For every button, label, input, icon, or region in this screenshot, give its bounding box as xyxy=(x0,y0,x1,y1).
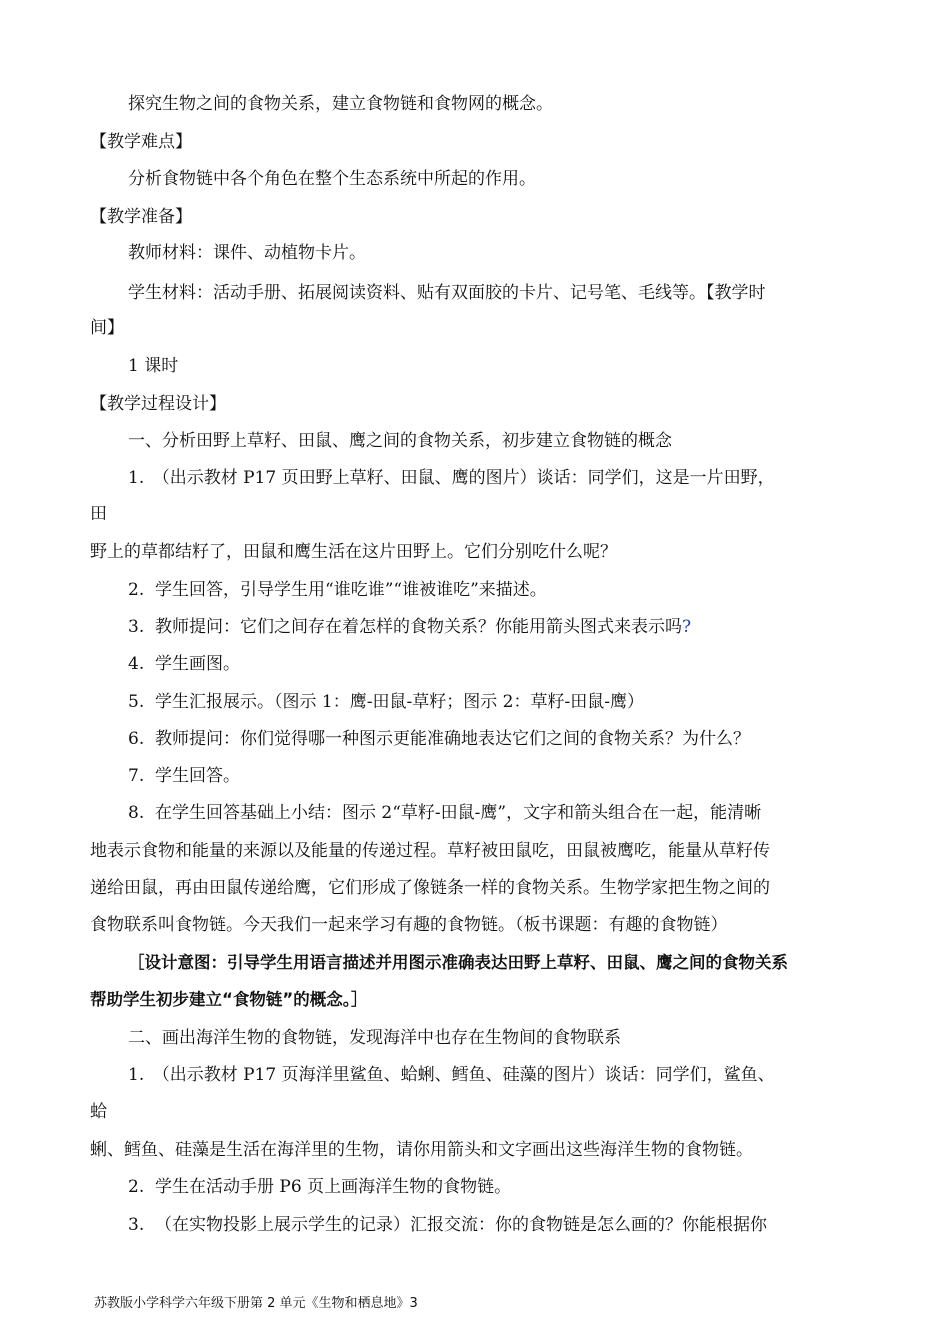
heading-process: 【教学过程设计】 xyxy=(90,394,226,414)
student-materials-cont: 间】 xyxy=(90,318,124,338)
section-1-step-8-cont: 地表示食物和能量的来源以及能量的传递过程。草籽被田鼠吃，田鼠被鹰吃，能量从草籽传 xyxy=(90,841,770,861)
section-1-step-2: 2. 学生回答，引导学生用“谁吃谁”“谁被谁吃”来描述。 xyxy=(128,580,547,600)
question-mark: ? xyxy=(682,617,692,637)
page-footer: 苏教版小学科学六年级下册第 2 单元《生物和栖息地》3 xyxy=(94,1296,418,1311)
section-2-step-1-cont2: 蜊、鳕鱼、硅藻是生活在海洋里的生物，请你用箭头和文字画出这些海洋生物的食物链。 xyxy=(90,1140,753,1160)
section-1-step-3-text: 3. 教师提问：它们之间存在着怎样的食物关系？你能用箭头图式来表示吗 xyxy=(128,617,683,637)
heading-preparation: 【教学准备】 xyxy=(90,207,192,227)
section-2-step-1-cont: 蛤 xyxy=(90,1102,107,1122)
section-1-step-8: 8. 在学生回答基础上小结：图示 2“草籽-田鼠-鹰”，文字和箭头组合在一起，能清晰 xyxy=(128,803,762,823)
heading-difficulty: 【教学难点】 xyxy=(90,132,192,152)
section-2-title: 二、画出海洋生物的食物链，发现海洋中也存在生物间的食物联系 xyxy=(128,1028,621,1048)
difficulty-text: 分析食物链中各个角色在整个生态系统中所起的作用。 xyxy=(128,169,536,189)
section-1-step-8-cont2: 递给田鼠，再由田鼠传递给鹰，它们形成了像链条一样的食物关系。生物学家把生物之间的 xyxy=(90,878,770,898)
objective-text: 探究生物之间的食物关系，建立食物链和食物网的概念。 xyxy=(128,94,553,114)
section-2-step-2: 2. 学生在活动手册 P6 页上画海洋生物的食物链。 xyxy=(128,1177,512,1197)
section-1-title: 一、分析田野上草籽、田鼠、鹰之间的食物关系，初步建立食物链的概念 xyxy=(128,431,672,451)
section-1-step-1-cont: 田 xyxy=(90,504,107,524)
section-2-step-3: 3. （在实物投影上展示学生的记录）汇报交流：你的食物链是怎么画的？你能根据你 xyxy=(128,1215,768,1235)
section-1-step-1-cont2: 野上的草都结籽了，田鼠和鹰生活在这片田野上。它们分别吃什么呢？ xyxy=(90,542,617,562)
section-1-step-4: 4. 学生画图。 xyxy=(128,654,241,674)
section-1-step-6: 6. 教师提问：你们觉得哪一种图示更能准确地表达它们之间的食物关系？为什么？ xyxy=(128,729,751,749)
section-1-step-3 xyxy=(128,616,691,638)
student-materials: 学生材料：活动手册、拓展阅读资料、贴有双面胶的卡片、记号笔、毛线等。【教学时 xyxy=(128,283,766,303)
section-1-step-5: 5. 学生汇报展示。（图示 1：鹰-田鼠-草籽；图示 2：草籽-田鼠-鹰） xyxy=(128,692,644,712)
section-1-step-8-cont3: 食物联系叫食物链。今天我们一起来学习有趣的食物链。（板书课题：有趣的食物链） xyxy=(90,915,728,935)
section-2-step-1: 1. （出示教材 P17 页海洋里鲨鱼、蛤蜊、鳕鱼、硅藻的图片）谈话：同学们，鲨鱼、 xyxy=(128,1065,775,1085)
section-1-step-7: 7. 学生回答。 xyxy=(128,766,241,786)
teacher-materials: 教师材料：课件、动植物卡片。 xyxy=(128,243,366,263)
design-intent: ［设计意图：引导学生用语言描述并用图示准确表达田野上草籽、田鼠、鹰之间的食物关系 xyxy=(128,953,788,972)
section-1-step-1: 1. （出示教材 P17 页田野上草籽、田鼠、鹰的图片）谈话：同学们，这是一片田野， xyxy=(128,468,775,488)
lesson-time: 1 课时 xyxy=(128,356,179,376)
design-intent-cont: 帮助学生初步建立“食物链”的概念。］ xyxy=(90,990,368,1009)
